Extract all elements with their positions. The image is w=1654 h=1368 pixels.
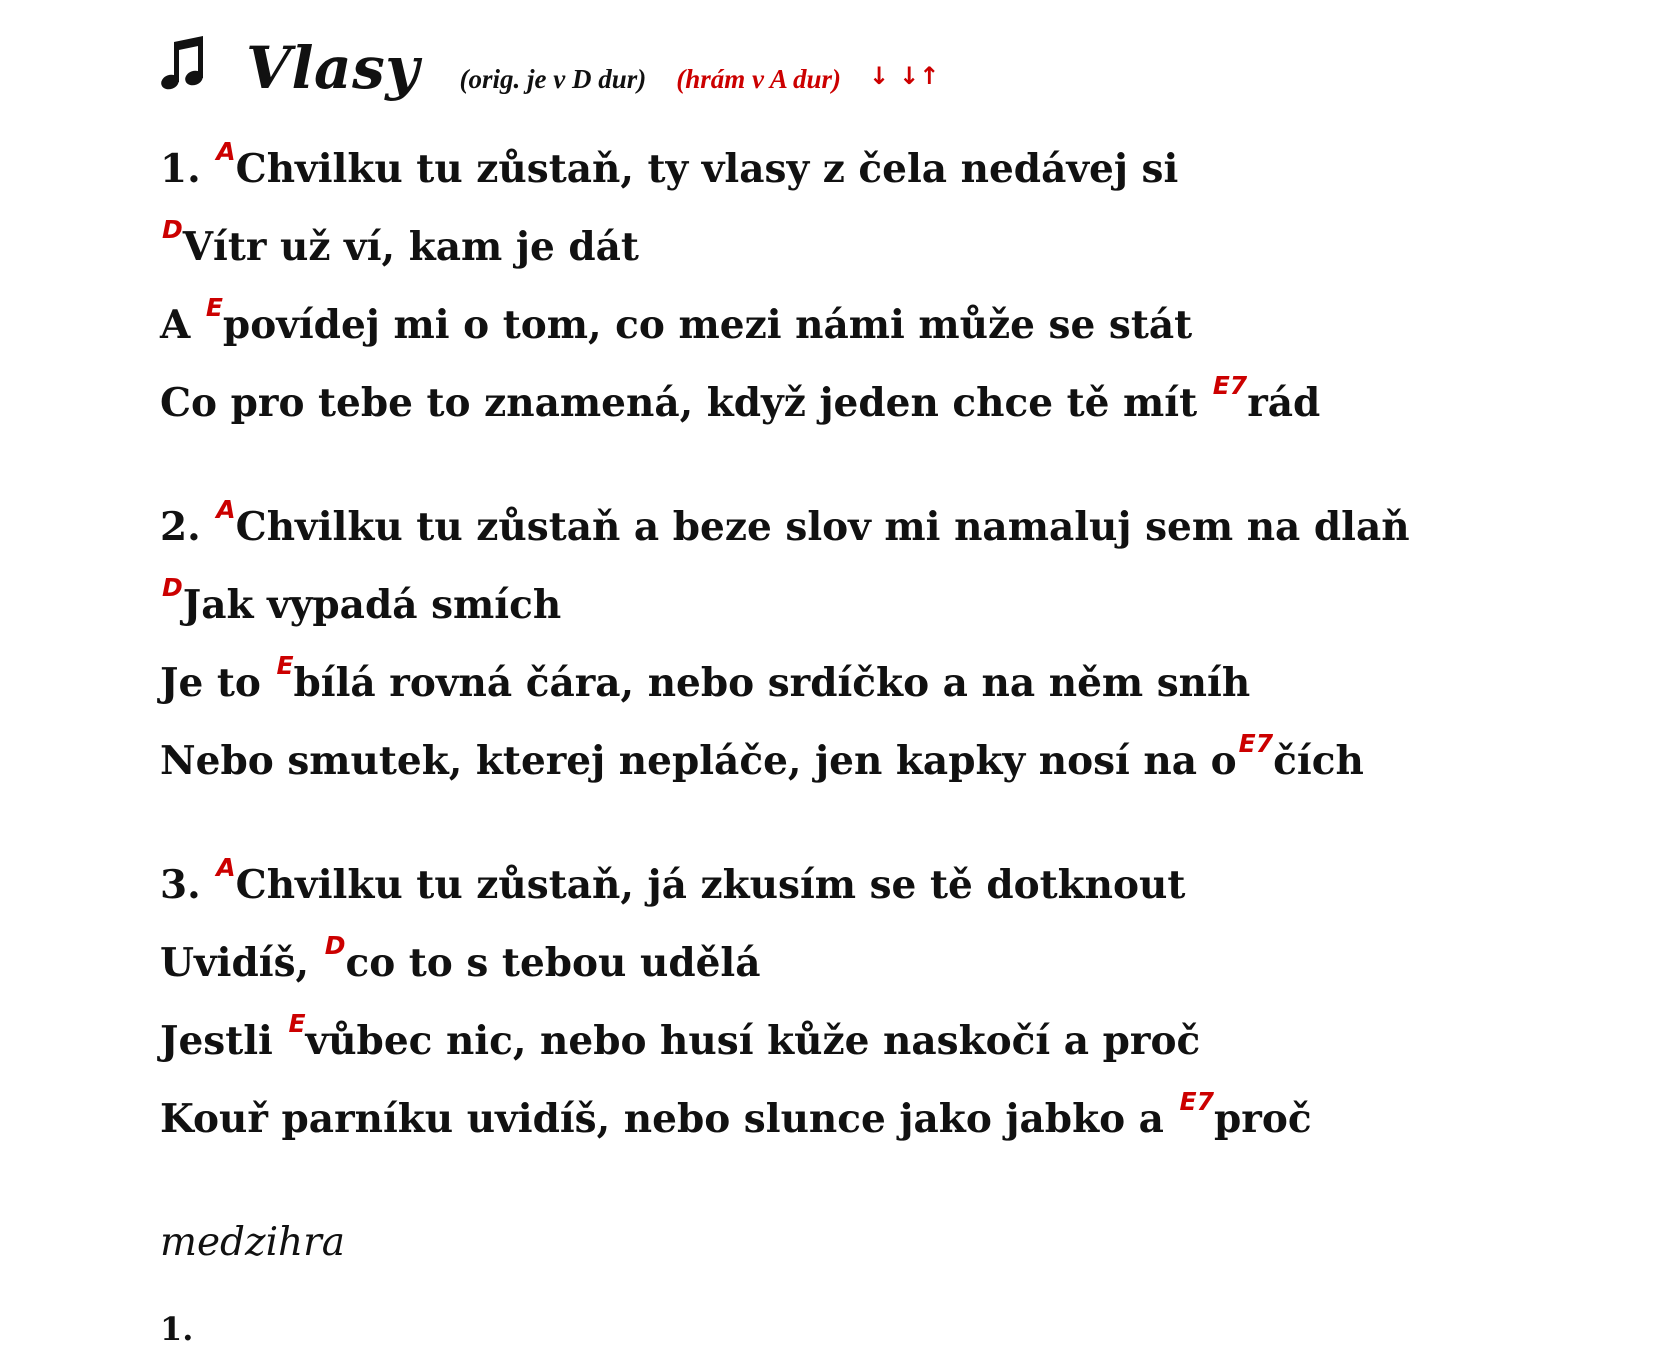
lyric-line <box>160 286 1630 364</box>
interlude-label: medzihra <box>160 1220 346 1265</box>
lyric-text: co to s tebou udělá <box>345 940 761 986</box>
lyric-text: 1. <box>160 146 215 192</box>
verse-2 <box>160 488 1630 800</box>
chord-label: E <box>288 1009 306 1038</box>
lyric-text: Co pro tebe to znamená, když jeden chce tě mít <box>160 380 1211 426</box>
lyric-text: Chvilku tu zůstaň, já zkusím se tě dotknout <box>235 862 1186 908</box>
chord-label: A <box>216 853 236 882</box>
verse-3 <box>160 846 1630 1158</box>
lyric-text: Chvilku tu zůstaň, ty vlasy z čela nedávej si <box>235 146 1179 192</box>
lyric-line <box>160 1002 1630 1080</box>
lyrics <box>160 130 1630 1158</box>
playing-key-link[interactable]: (hrám v A dur) <box>676 64 842 94</box>
chord-label: A <box>216 495 236 524</box>
lyric-line <box>160 924 1630 1002</box>
lyric-line <box>160 208 1630 286</box>
song-title: Vlasy <box>246 34 420 102</box>
lyric-text: rád <box>1247 380 1321 426</box>
chord-label: D <box>324 931 346 960</box>
lyric-text: Chvilku tu zůstaň a beze slov mi namaluj sem na dlaň <box>235 504 1410 550</box>
lyric-text: Kouř parníku uvidíš, nebo slunce jako jabko a <box>160 1096 1178 1142</box>
chord-label: E7 <box>1179 1087 1215 1116</box>
chord-label: D <box>162 573 183 602</box>
song-page <box>160 30 1630 1368</box>
transpose-reset-button[interactable]: ↓↑ <box>899 62 940 90</box>
song-header <box>160 30 1630 130</box>
lyric-line <box>160 1080 1630 1158</box>
chord-label: E7 <box>1212 371 1248 400</box>
lyric-text: povídej mi o tom, co mezi námi může se stát <box>222 302 1193 348</box>
lyric-line <box>160 846 1630 924</box>
lyric-text: čích <box>1273 738 1364 784</box>
lyric-line <box>160 722 1630 800</box>
music-note-icon <box>160 36 212 94</box>
lyric-line <box>160 488 1630 566</box>
chord-label: E7 <box>1238 729 1274 758</box>
lyric-text: Vítr už ví, kam je dát <box>182 224 639 270</box>
lyric-text: Uvidíš, <box>160 940 323 986</box>
lyric-text: 2. <box>160 504 215 550</box>
lyric-text: Jestli <box>160 1018 287 1064</box>
lyric-text: Je to <box>160 660 275 706</box>
lyric-text: vůbec nic, nebo husí kůže naskočí a proč <box>305 1018 1201 1064</box>
lyric-text: bílá rovná čára, nebo srdíčko a na něm sníh <box>293 660 1251 706</box>
lyric-line <box>160 364 1630 442</box>
chord-label: A <box>216 137 236 166</box>
lyric-text: Nebo smutek, kterej nepláče, jen kapky nosí na o <box>160 738 1237 784</box>
lyric-text: proč <box>1214 1096 1312 1142</box>
lyric-text: A <box>160 302 204 348</box>
original-key: (orig. je v D dur) <box>459 64 647 94</box>
verse-1 <box>160 130 1630 442</box>
lyric-line <box>160 130 1630 208</box>
chord-label: E <box>276 651 294 680</box>
lyric-text: Jak vypadá smích <box>182 582 562 628</box>
chord-label: E <box>205 293 223 322</box>
transpose-down-button[interactable]: ↓ <box>869 62 890 90</box>
lyric-line <box>160 566 1630 644</box>
lyric-line <box>160 644 1630 722</box>
lyric-text: 3. <box>160 862 215 908</box>
chord-label: D <box>162 215 183 244</box>
repeat-verse-reference: 1. <box>160 1310 194 1348</box>
